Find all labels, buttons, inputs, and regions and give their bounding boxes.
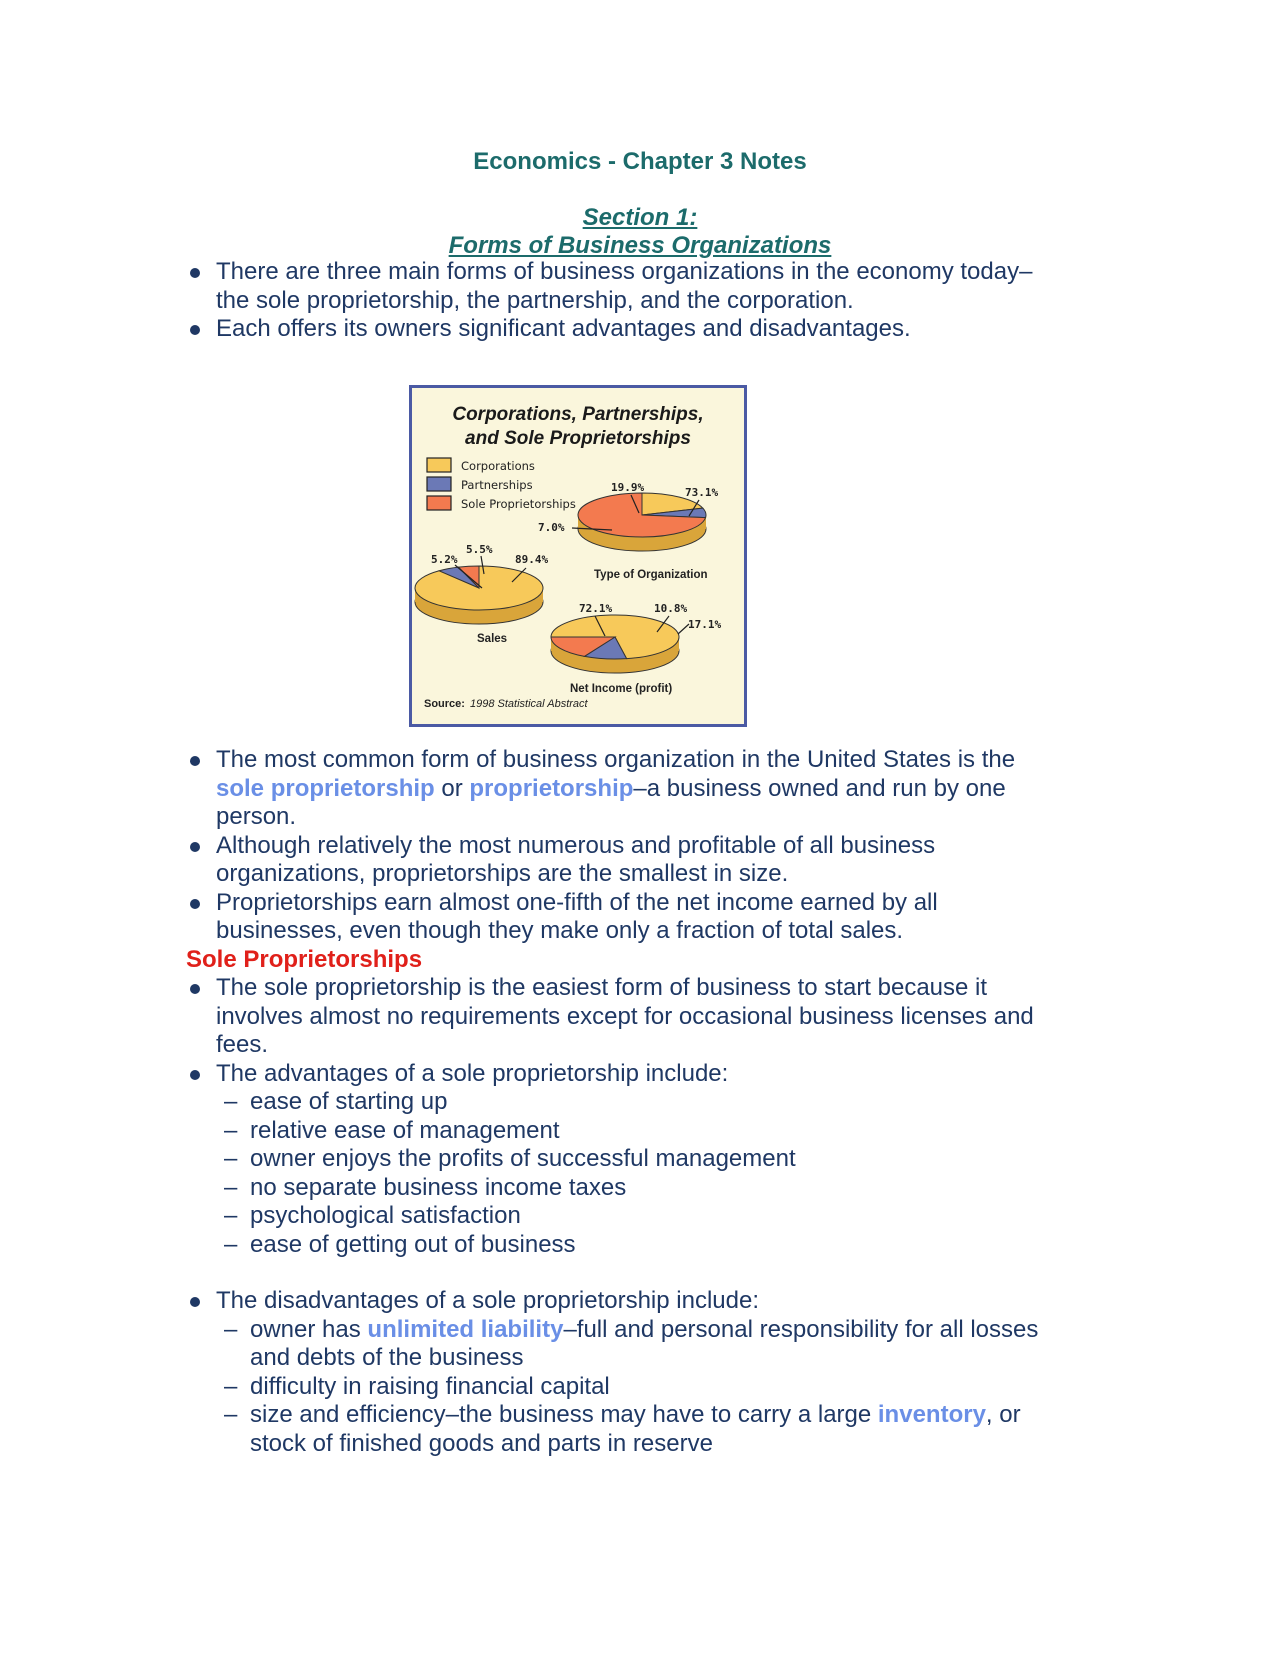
document-title: Economics - Chapter 3 Notes <box>473 148 807 175</box>
label-type-corporations: 19.9% <box>611 481 645 494</box>
bullet-item: The most common form of business organization in the United States is the sole proprietorship or proprietorship–a business owned and run by one person. <box>186 746 1086 832</box>
pie-name-net-income: Net Income (profit) <box>570 683 673 695</box>
main-notes <box>186 746 1086 1458</box>
term-unlimited-liability: unlimited liability <box>367 1315 564 1343</box>
disadvantage-item: – owner has unlimited liability–full and personal responsibility for all losses and debts of the business <box>224 1315 1039 1371</box>
label-netincome-partnerships: 10.8% <box>654 602 688 615</box>
bullet-dot-icon <box>190 899 200 909</box>
legend-label-corporations: Corporations <box>461 459 535 473</box>
bullet-item: Although relatively the most numerous and profitable of all business organizations, proprietorships are the smallest in size. <box>186 832 1086 889</box>
disadvantage-item: – size and efficiency–the business may have to carry a large inventory, or stock of finished goods and parts in reserve <box>224 1401 1021 1457</box>
chart-source-label: Source: <box>424 698 465 710</box>
label-sales-sole: 5.2% <box>431 553 458 566</box>
bullet-dot-icon <box>190 1070 200 1080</box>
term-proprietorship: proprietorship <box>469 774 634 802</box>
bullet-dot-icon <box>190 756 200 766</box>
sole-proprietorships-heading: Sole Proprietorships <box>186 945 423 973</box>
advantage-item: – owner enjoys the profits of successful management <box>224 1145 796 1172</box>
label-type-sole: 73.1% <box>685 486 719 499</box>
chart-source-text: 1998 Statistical Abstract <box>470 698 588 710</box>
pie-chart-figure <box>409 385 747 727</box>
intro-bullets <box>186 258 1086 344</box>
bullet-item: Proprietorships earn almost one-fifth of the net income earned by all businesses, even though they make only a fraction of total sales. <box>186 889 1086 946</box>
label-netincome-corporations: 72.1% <box>579 602 613 615</box>
bullet-dot-icon <box>190 984 200 994</box>
chart-title-line2: and Sole Proprietorships <box>465 428 691 449</box>
bullet-item: There are three main forms of business organizations in the economy today– the sole proprietorship, the partnership, and the corporation. <box>186 258 1086 315</box>
bullet-item: The disadvantages of a sole proprietorship include: <box>186 1287 1086 1316</box>
section-heading-number: Section 1: <box>582 204 698 231</box>
label-netincome-sole: 17.1% <box>688 618 722 631</box>
legend-swatch-partnerships <box>427 477 451 491</box>
bullet-dot-icon <box>190 268 200 278</box>
bullet-item: Each offers its owners significant advantages and disadvantages. <box>186 315 1086 344</box>
term-inventory: inventory <box>877 1401 986 1428</box>
label-type-partnerships: 7.0% <box>538 521 565 534</box>
pie-name-sales: Sales <box>477 633 508 645</box>
disadvantage-item: – difficulty in raising financial capital <box>224 1372 610 1400</box>
advantage-item: – ease of getting out of business <box>224 1230 576 1258</box>
pie-name-type-of-organization: Type of Organization <box>594 569 708 581</box>
advantage-item: – no separate business income taxes <box>224 1173 627 1201</box>
chart-title-line1: Corporations, Partnerships, <box>452 404 704 425</box>
bullet-dot-icon <box>190 842 200 852</box>
legend-label-partnerships: Partnerships <box>461 478 533 492</box>
bullet-dot-icon <box>190 1297 200 1307</box>
pie-sales <box>415 566 543 624</box>
bullet-item: The advantages of a sole proprietorship include: <box>186 1060 1086 1089</box>
legend-swatch-corporations <box>427 458 451 472</box>
pie-chart-svg <box>412 388 744 724</box>
bullet-item: The sole proprietorship is the easiest form of business to start because it involves almost no requirements except for occasional business licenses and fees. <box>186 974 1086 1060</box>
legend-swatch-sole-proprietorships <box>427 496 451 510</box>
advantage-item: – ease of starting up <box>224 1088 448 1115</box>
label-sales-partnerships: 5.5% <box>466 543 493 556</box>
section-heading-title: Forms of Business Organizations <box>448 232 832 259</box>
legend-label-sole-proprietorships: Sole Proprietorships <box>461 497 576 511</box>
pie-net-income <box>551 615 679 673</box>
bullet-dot-icon <box>190 325 200 335</box>
label-sales-corporations: 89.4% <box>515 553 549 566</box>
advantage-item: – relative ease of management <box>224 1116 560 1144</box>
pie-type-of-organization <box>578 493 706 551</box>
advantage-item: – psychological satisfaction <box>224 1202 521 1229</box>
term-sole-proprietorship: sole proprietorship <box>216 774 435 802</box>
